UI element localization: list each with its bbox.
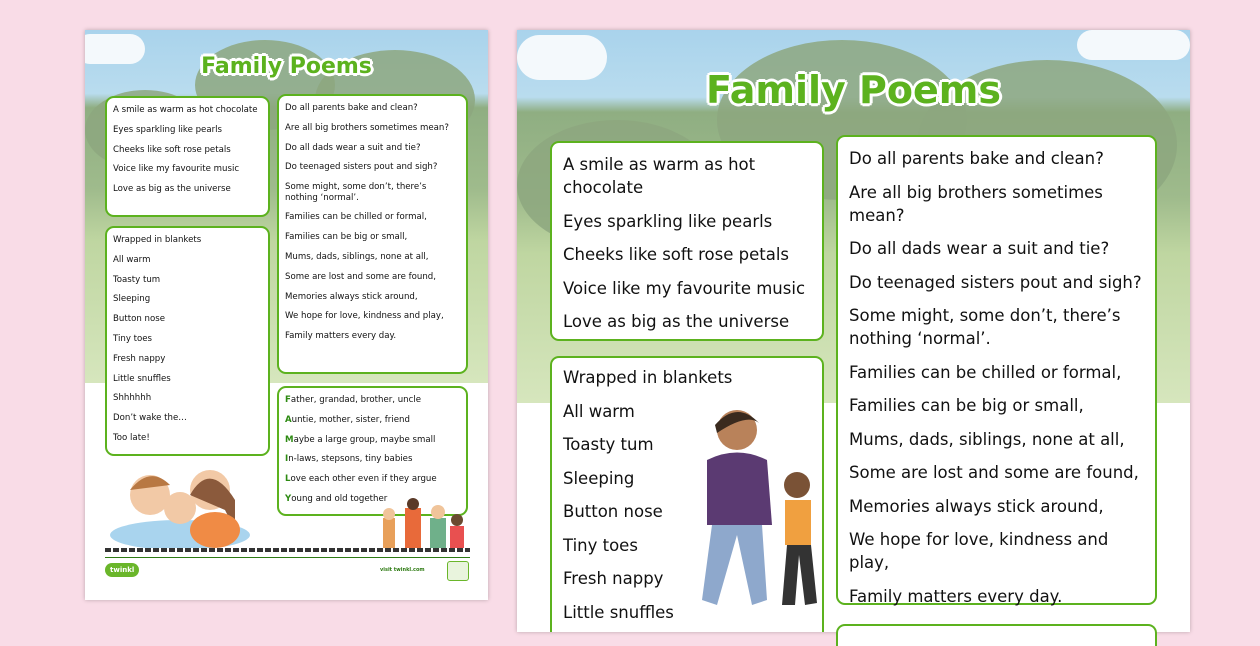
poem4-lines bbox=[285, 395, 460, 504]
poem-line: Love as big as the universe bbox=[113, 184, 231, 195]
poem-line: Mums, dads, siblings, none at all, bbox=[849, 429, 1125, 449]
poem-line: Button nose bbox=[563, 502, 663, 521]
poem-line: Do teenaged sisters pout and sigh? bbox=[285, 162, 438, 173]
poem-line: Fresh nappy bbox=[113, 353, 166, 364]
father-child-walking-illustration bbox=[677, 405, 822, 610]
poem-box-acrostic bbox=[836, 624, 1157, 646]
poem-line: Do teenaged sisters pout and sigh? bbox=[849, 272, 1142, 292]
worksheet-zoom-preview bbox=[517, 30, 1190, 632]
poem-line bbox=[285, 415, 460, 426]
acrostic-letter: I bbox=[285, 454, 289, 465]
family-hug-illustration bbox=[105, 460, 255, 550]
poem-line: Families can be big or small, bbox=[285, 232, 408, 243]
poem-line: Cheeks like soft rose petals bbox=[563, 245, 790, 264]
poem-line: Do all parents bake and clean? bbox=[285, 103, 418, 113]
twinkl-logo: twinkl bbox=[105, 563, 139, 577]
poem-box-acrostic bbox=[277, 386, 468, 516]
poem-line: Families can be chilled or formal, bbox=[849, 362, 1122, 382]
acrostic-letter: F bbox=[285, 395, 291, 405]
poem-line: Mums, dads, siblings, none at all, bbox=[285, 252, 429, 263]
poem-line: We hope for love, kindness and play, bbox=[285, 311, 444, 322]
poem-line: Tiny toes bbox=[563, 535, 638, 555]
poem-line: Do all dads wear a suit and tie? bbox=[285, 142, 421, 153]
poem-line: Family matters every day. bbox=[849, 586, 1063, 606]
poem-line: Shhhhhh bbox=[113, 393, 152, 404]
disclaimer-line bbox=[105, 548, 470, 552]
family-group-illustration bbox=[375, 498, 475, 548]
poem-line: Cheeks like soft rose petals bbox=[113, 144, 231, 155]
poem-line bbox=[285, 474, 460, 485]
poem-box-simile bbox=[105, 96, 270, 217]
poem-line: Little snuffles bbox=[563, 602, 674, 622]
acrostic-rest: aybe a large group, maybe small bbox=[293, 434, 436, 445]
poem-line: Voice like my favourite music bbox=[113, 164, 240, 175]
poem3-lines bbox=[849, 147, 1144, 608]
poem-line: Do all dads wear a suit and tie? bbox=[849, 239, 1110, 258]
poem-line: Do all parents bake and clean? bbox=[849, 149, 1104, 168]
poem-line: Fresh nappy bbox=[563, 569, 664, 588]
poem-box-questions bbox=[277, 94, 468, 374]
poem-line: Families can be chilled or formal, bbox=[285, 212, 427, 223]
poem-line: Button nose bbox=[113, 314, 165, 325]
poem-line: Toasty tum bbox=[113, 274, 161, 285]
poem-line: Don’t wake the… bbox=[113, 413, 187, 424]
acrostic-rest: ove each other even if they argue bbox=[290, 474, 437, 485]
poem-line: Toasty tum bbox=[563, 435, 654, 454]
poem1-lines bbox=[563, 153, 811, 333]
poem-line: All warm bbox=[563, 401, 635, 421]
acrostic-rest: oung and old together bbox=[291, 493, 388, 504]
acrostic-letter: Y bbox=[285, 493, 292, 504]
poem-line: Some are lost and some are found, bbox=[849, 463, 1139, 482]
poem-line: We hope for love, kindness and play, bbox=[849, 530, 1109, 572]
poem-line: Tiny toes bbox=[113, 333, 153, 344]
poem-line: Memories always stick around, bbox=[849, 496, 1104, 516]
poem-line: Families can be big or small, bbox=[849, 396, 1084, 415]
poem-line: A smile as warm as hot chocolate bbox=[563, 155, 756, 197]
poem1-lines bbox=[113, 105, 262, 195]
footer-divider bbox=[105, 557, 470, 558]
poem-line: Voice like my favourite music bbox=[563, 278, 806, 298]
poem3-lines bbox=[285, 103, 460, 342]
poem-line: All warm bbox=[113, 254, 151, 265]
acrostic-letter: L bbox=[285, 474, 291, 485]
acrostic-letter: M bbox=[285, 434, 294, 445]
poem2-lines bbox=[113, 235, 262, 443]
poem-line: Love as big as the universe bbox=[563, 312, 790, 331]
poem-line: Too late! bbox=[113, 432, 150, 443]
poem-box-simile bbox=[550, 141, 824, 341]
poem-line: Eyes sparkling like pearls bbox=[113, 124, 222, 135]
acrostic-rest: untie, mother, sister, friend bbox=[291, 414, 410, 425]
worksheet-thumbnail[interactable] bbox=[85, 30, 488, 600]
poem-line bbox=[285, 435, 460, 446]
page-title: Family Poems bbox=[201, 54, 372, 79]
acrostic-letter: A bbox=[285, 414, 292, 425]
poem-line: Are all big brothers sometimes mean? bbox=[849, 182, 1103, 225]
poem-line bbox=[285, 454, 460, 465]
poem-line: Eyes sparkling like pearls bbox=[563, 211, 773, 231]
poem-line bbox=[285, 395, 460, 406]
poem-line: Some might, some don’t, there’s nothing ‘normal’. bbox=[285, 182, 427, 203]
poem-line: Wrapped in blankets bbox=[113, 235, 202, 245]
poem-box-baby bbox=[105, 226, 270, 456]
acrostic-rest: ather, grandad, brother, uncle bbox=[290, 395, 422, 405]
quality-badge bbox=[447, 561, 469, 581]
acrostic-rest: n-laws, stepsons, tiny babies bbox=[288, 454, 413, 465]
poem-line: A smile as warm as hot chocolate bbox=[113, 105, 258, 115]
poem-box-questions bbox=[836, 135, 1157, 605]
poem-line: Family matters every day. bbox=[285, 331, 397, 342]
poem-line: Some might, some don’t, there’s nothing ‘normal’. bbox=[849, 306, 1121, 348]
poem-line: Some are lost and some are found, bbox=[285, 271, 436, 282]
page-title: Family Poems bbox=[706, 68, 1001, 112]
poem-line: Sleeping bbox=[563, 468, 635, 488]
poem-line: Memories always stick around, bbox=[285, 291, 418, 302]
poem-line: Are all big brothers sometimes mean? bbox=[285, 122, 449, 133]
poem-line: Wrapped in blankets bbox=[563, 368, 733, 387]
poem-line: Sleeping bbox=[113, 294, 151, 305]
poem-line: Little snuffles bbox=[113, 373, 171, 384]
footer-url[interactable]: visit twinkl.com bbox=[380, 567, 425, 573]
